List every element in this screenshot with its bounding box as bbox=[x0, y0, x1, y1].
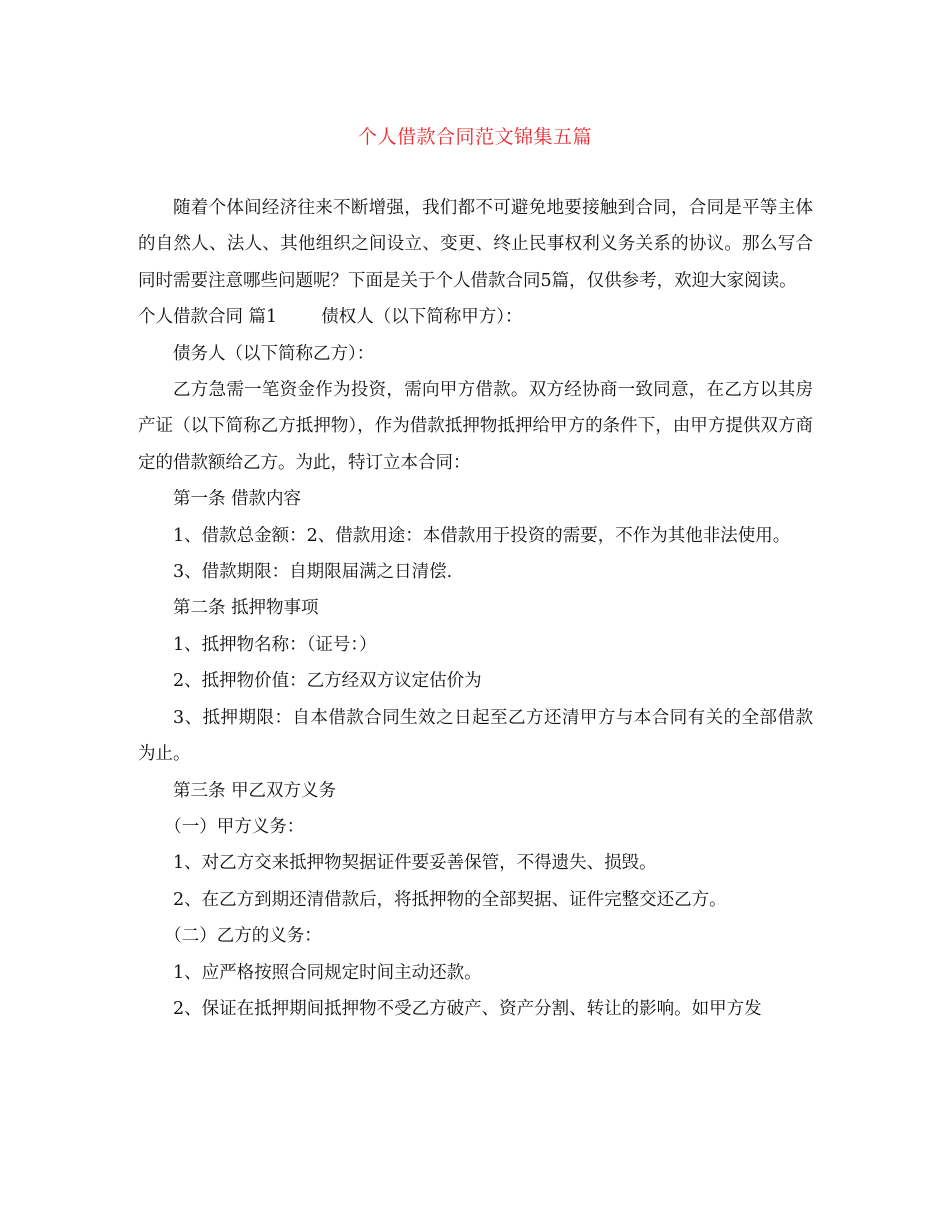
document-title: 个人借款合同范文锦集五篇 bbox=[357, 126, 592, 148]
preamble-paragraph: 乙方急需一笔资金作为投资，需向甲方借款。双方经协商一致同意，在乙方以其房产证（以下简称乙方抵押物），作为借款抵押物抵押给甲方的条件下，由甲方提供双方商定的借款额给乙方。为此，特订立本合同： bbox=[138, 380, 813, 473]
article3-title: 第三条 甲乙双方义务 bbox=[173, 780, 337, 801]
article1-title: 第一条 借款内容 bbox=[173, 489, 302, 510]
intro-paragraph: 随着个体间经济往来不断增强，我们都不可避免地要接触到合同，合同是平等主体的自然人、法人、其他组织之间设立、变更、终止民事权利义务关系的协议。那么写合同时需要注意哪些问题呢？下面是关于个人借款合同5篇，仅供参考，欢迎大家阅读。 bbox=[138, 198, 813, 291]
party-b-item2: 2、保证在抵押期间抵押物不受乙方破产、资产分割、转让的影响。如甲方发 bbox=[173, 998, 762, 1019]
document-body bbox=[138, 190, 813, 1027]
party-b-obligations-title: （二）乙方的义务： bbox=[164, 926, 322, 947]
article2-item1: 1、抵押物名称：（证号：） bbox=[173, 634, 377, 655]
contract-heading bbox=[138, 299, 813, 335]
party-a-item2: 2、在乙方到期还清借款后，将抵押物的全部契据、证件完整交还乙方。 bbox=[173, 889, 727, 910]
debtor-label: 债务人（以下简称乙方）： bbox=[173, 343, 375, 364]
article2-title: 第二条 抵押物事项 bbox=[173, 598, 319, 619]
article1-item3: 3、借款期限：自期限届满之日清偿. bbox=[173, 562, 453, 583]
article2-item2: 2、抵押物价值：乙方经双方议定估价为 bbox=[173, 671, 482, 692]
party-b-item1: 1、应严格按照合同规定时间主动还款。 bbox=[173, 962, 482, 983]
contract-heading-number: 个人借款合同 篇1 bbox=[138, 307, 278, 328]
creditor-label: 债权人（以下简称甲方）： bbox=[321, 307, 523, 328]
article1-item1: 1、借款总金额：2、借款用途：本借款用于投资的需要，不作为其他非法使用。 bbox=[173, 525, 791, 546]
article2-item3: 3、抵押期限：自本借款合同生效之日起至乙方还清甲方与本合同有关的全部借款为止。 bbox=[138, 707, 813, 765]
party-a-obligations-title: （一）甲方义务： bbox=[164, 816, 305, 837]
party-a-item1: 1、对乙方交来抵押物契据证件要妥善保管，不得遗失、损毁。 bbox=[173, 853, 657, 874]
